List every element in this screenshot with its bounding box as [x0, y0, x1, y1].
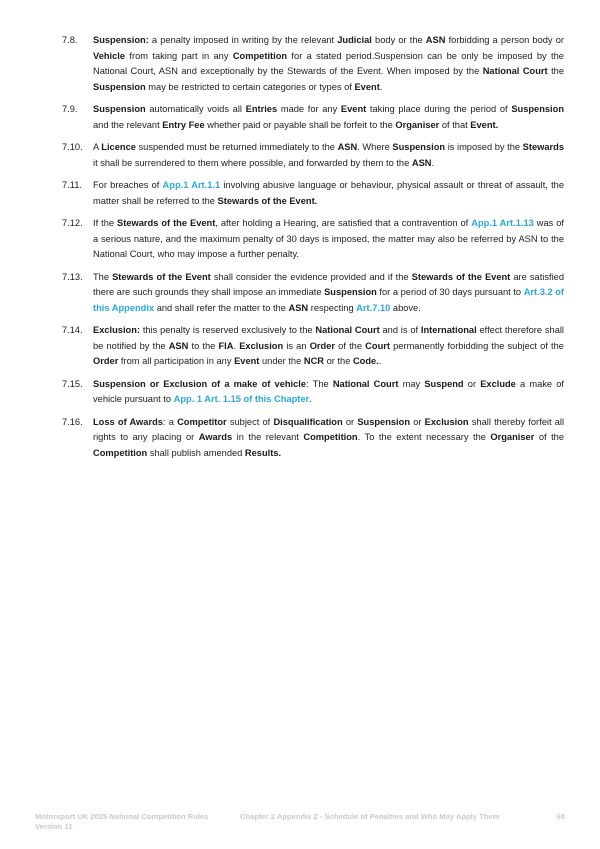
defined-term: Stewards [522, 142, 565, 152]
clause-text [93, 270, 564, 317]
clause-text-segment: and is of [379, 325, 421, 335]
clause-text-segment: a make of vehicle pursuant to [93, 378, 564, 404]
clause-text-segment: The [93, 271, 113, 282]
clause-text [93, 102, 564, 133]
defined-term: ASN [425, 35, 446, 45]
clause-text [93, 377, 564, 408]
clause-text-segment: . To the extent necessary the [357, 432, 491, 442]
clause-text-segment: from all participation in any [118, 356, 235, 366]
clause-text-segment: shall thereby forfeit all rights to any placing or [93, 416, 565, 442]
defined-term: Suspension or Exclusion of a make of vehicle [93, 378, 307, 389]
defined-term: Court [365, 340, 390, 351]
clause-number: 7.9. [62, 104, 78, 114]
defined-term: Order [93, 356, 119, 366]
clause-text-segment: may be restricted to certain categories or types of [145, 81, 355, 92]
clause-text-segment: A [93, 142, 102, 152]
defined-term: Licence [101, 142, 136, 152]
defined-term: Organiser [395, 119, 440, 130]
clause-number: 7.12. [62, 218, 83, 228]
defined-term: ASN [288, 302, 309, 313]
clause-text-segment: . [431, 157, 435, 168]
clause-text-segment: for a stated period.Suspension can be only be imposed by the National Court, ASN and exceptionally by the Stewards of the Event. When imposed by the [93, 50, 564, 76]
defined-term: Exclusion [239, 340, 284, 351]
clause-text-segment: or the [324, 356, 353, 366]
defined-term: Competition [93, 447, 148, 458]
clause [62, 415, 564, 462]
clause-text-segment: : a [162, 416, 178, 427]
clause-text [93, 33, 564, 95]
defined-term: National Court [332, 378, 399, 389]
defined-term: Suspension [511, 104, 565, 114]
defined-term: Suspension [93, 81, 146, 92]
defined-term: Organiser [490, 432, 535, 442]
clause-text-segment: to the [188, 340, 219, 351]
clause-text-segment: or [463, 378, 481, 389]
clause-number: 7.10. [62, 142, 83, 152]
clause-text-segment: forbidding a person body or [445, 35, 564, 45]
clause-text-segment: this penalty is reserved exclusively to the [140, 325, 316, 335]
defined-term: Competition [232, 50, 288, 61]
clause-text-segment: respecting [308, 302, 357, 313]
clause-text-segment: of the [335, 340, 366, 351]
clause-text-segment: involving abusive language or behaviour, physical assault or threat of assault, the matter shall be referred to the [93, 180, 564, 206]
clause-text-segment: , after holding a Hearing, are satisfied that a contravention of [215, 218, 472, 228]
clause-number: 7.13. [62, 271, 83, 282]
defined-term: Stewards of the Event [112, 271, 211, 282]
clause-text-segment: suspended must be returned immediately to the [135, 142, 338, 152]
clause-text-segment: may [398, 378, 425, 389]
defined-term: Entry Fee [162, 119, 205, 130]
clause-text-segment: shall consider the evidence provided and if the [210, 271, 412, 282]
defined-term: Competition [303, 432, 358, 442]
defined-term: Stewards of the Event [411, 271, 511, 282]
clause-text-segment: For breaches of [93, 180, 163, 190]
defined-term: Code. [352, 356, 379, 366]
clause-text-segment: permanently forbidding the subject of the [389, 340, 564, 351]
defined-term: Disqualification [273, 416, 343, 427]
clause-text-segment: shall publish amended [147, 447, 245, 458]
clause-text-segment: a penalty imposed in writing by the relevant [148, 35, 338, 45]
clause-text-segment: the [547, 66, 565, 76]
clause-text [93, 140, 564, 171]
clause-text-segment: for a period of 30 days pursuant to [376, 287, 524, 297]
defined-term: Event [234, 356, 260, 366]
clause [62, 178, 564, 209]
defined-term: Suspension [357, 416, 411, 427]
defined-term: Event [340, 104, 367, 114]
clause-text-segment: . [233, 340, 240, 351]
clause-text-segment: taking place during the period of [366, 104, 512, 114]
clause [62, 102, 564, 133]
clause-text-segment: . [378, 356, 382, 366]
clause-text-segment: or [342, 416, 358, 427]
clause-number: 7.14. [62, 325, 83, 335]
cross-reference-link[interactable]: App. 1 Art. 1.15 of this Chapter [173, 394, 310, 404]
clause-text-segment: and the relevant [93, 119, 163, 130]
defined-term: ASN [411, 157, 432, 168]
defined-term: Exclusion: [93, 325, 141, 335]
clause-text-segment: is an [283, 340, 310, 351]
defined-term: FIA [218, 340, 234, 351]
defined-term: Suspension [392, 142, 446, 152]
defined-term: ASN [337, 142, 358, 152]
defined-term: NCR [303, 356, 325, 366]
defined-term: Event [354, 81, 380, 92]
defined-term: International [420, 325, 477, 335]
cross-reference-link[interactable]: App.1 Art.1.1 [162, 180, 221, 190]
cross-reference-link[interactable]: App.1 Art.1.13 [471, 218, 534, 228]
clause-text-segment: of the [534, 432, 565, 442]
defined-term: Suspension [324, 287, 377, 297]
clause-list [62, 33, 564, 468]
defined-term: National Court [315, 325, 380, 335]
clause-text-segment: . [309, 394, 312, 404]
clause [62, 377, 564, 408]
footer-doc-title: Motorsport UK 2025 National Competition Rules [35, 812, 209, 821]
clause-number: 7.8. [62, 35, 78, 45]
defined-term: National Court [482, 66, 548, 76]
clause-text [93, 216, 564, 263]
clause-text-segment: under the [259, 356, 304, 366]
defined-term: Exclusion [424, 416, 469, 427]
cross-reference-link[interactable]: Art.7.10 [356, 302, 391, 313]
footer-version: Version 11 [35, 822, 73, 831]
defined-term: Awards [198, 432, 233, 442]
defined-term: Loss of Awards [93, 416, 163, 427]
clause-text-segment: are satisfied there are such grounds they shall impose an immediate [93, 271, 565, 297]
clause-number: 7.16. [62, 416, 83, 427]
clause-text-segment: above. [390, 302, 421, 313]
defined-term: Order [309, 340, 336, 351]
defined-term: Stewards of the Event [117, 218, 216, 228]
clause [62, 33, 564, 95]
clause-text-segment: from taking part in any [125, 50, 233, 61]
defined-term: Judicial [337, 35, 372, 45]
clause-text-segment: it shall be surrendered to them where possible, and forwarded by them to the [93, 157, 412, 168]
defined-term: Suspension [93, 104, 146, 114]
clause-text-segment: made for any [277, 104, 341, 114]
clause-text-segment: body or the [371, 35, 426, 45]
defined-term: Suspend [424, 378, 464, 389]
clause-text-segment: and shall refer the matter to the [154, 302, 289, 313]
clause-text-segment: If the [93, 218, 118, 228]
defined-term: Event. [470, 119, 499, 130]
clause-text-segment: effect therefore shall be notified by the [93, 325, 565, 351]
footer-left [35, 812, 235, 832]
clause-text [93, 178, 564, 209]
clause-text-segment: is imposed by the [445, 142, 523, 152]
clause-text-segment: . Where [357, 142, 393, 152]
clause-number: 7.11. [62, 180, 82, 190]
clause-text-segment: : The [306, 378, 333, 389]
clause-text-segment: automatically voids all [145, 104, 246, 114]
clause-text-segment: in the relevant [232, 432, 304, 442]
defined-term: Exclude [480, 378, 516, 389]
clause-number: 7.15. [62, 378, 83, 389]
footer-chapter: Chapter 2 Appendix 2 - Schedule of Penalties and Who May Apply Them [240, 812, 500, 821]
defined-term: Entries [245, 104, 278, 114]
clause-text-segment: was of a serious nature, and the maximum penalty of 30 days is imposed, the matter may also be referred by ASN to the National Court, who may impose a further penalty. [93, 218, 565, 259]
clause-text-segment: or [410, 416, 425, 427]
cross-reference-link[interactable]: Art.3.2 of this Appendix [93, 287, 565, 313]
defined-term: Stewards of the Event. [217, 195, 318, 206]
defined-term: Competitor [177, 416, 227, 427]
defined-term: ASN [168, 340, 189, 351]
clause [62, 140, 564, 171]
clause [62, 216, 564, 263]
clause-text-segment: of that [439, 119, 471, 130]
footer-page-number: 68 [556, 812, 565, 821]
clause-text-segment: . [379, 81, 383, 92]
defined-term: Suspension: [93, 35, 149, 45]
clause-text [93, 323, 564, 370]
clause [62, 270, 564, 317]
clause [62, 323, 564, 370]
clause-text-segment: whether paid or payable shall be forfeit to the [204, 119, 396, 130]
clause-text [93, 415, 564, 462]
clause-text-segment: subject of [226, 416, 274, 427]
defined-term: Vehicle [93, 50, 126, 61]
defined-term: Results. [244, 447, 282, 458]
